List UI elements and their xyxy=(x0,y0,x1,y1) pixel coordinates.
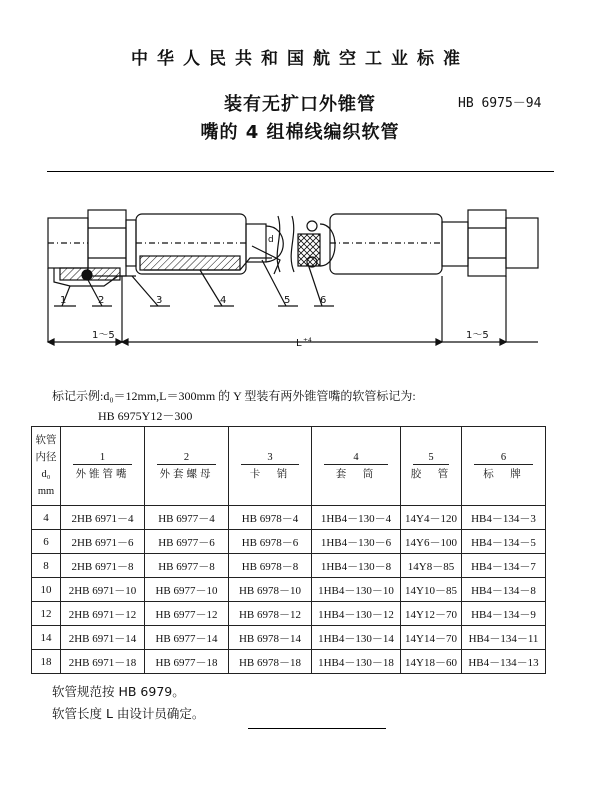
table-cell: 8 xyxy=(32,554,61,578)
table-cell: HB 6977－12 xyxy=(145,602,229,626)
table-cell: 14Y8－85 xyxy=(401,554,462,578)
callout-5: 5 xyxy=(284,295,291,306)
label-d: d xyxy=(268,235,274,245)
table-cell: 4 xyxy=(32,506,61,530)
table-row xyxy=(32,506,546,530)
table-cell: 14Y12－70 xyxy=(401,602,462,626)
table-cell: 2HB 6971－10 xyxy=(61,578,145,602)
callout-2: 2 xyxy=(98,295,105,306)
table-cell: 1HB4－130－18 xyxy=(312,650,401,674)
marking-example-code: HB 6975Y12－300 xyxy=(98,409,193,423)
table-cell: 6 xyxy=(32,530,61,554)
table-cell: 2HB 6971－4 xyxy=(61,506,145,530)
row-header-line: 软管 xyxy=(35,435,57,446)
table-cell: HB 6977－14 xyxy=(145,626,229,650)
column-number: 2 xyxy=(157,452,216,465)
table-cell: HB 6978－4 xyxy=(229,506,312,530)
end-divider xyxy=(248,728,386,729)
table-row xyxy=(32,602,546,626)
table-cell: 14Y4－120 xyxy=(401,506,462,530)
table-cell: 12 xyxy=(32,602,61,626)
callout-4: 4 xyxy=(220,295,227,306)
table-cell: HB4－134－13 xyxy=(462,650,546,674)
table-cell: 2HB 6971－14 xyxy=(61,626,145,650)
table-cell: 14Y10－85 xyxy=(401,578,462,602)
row-header-cell xyxy=(32,427,61,506)
column-header xyxy=(462,427,546,506)
table-cell: HB 6977－10 xyxy=(145,578,229,602)
doc-title-line2: 嘴的 4 组棉线编织软管 xyxy=(200,122,400,143)
row-header-line: d₀ xyxy=(41,469,51,480)
table-row xyxy=(32,578,546,602)
column-header xyxy=(401,427,462,506)
table-cell: 1HB4－130－8 xyxy=(312,554,401,578)
table-cell: HB 6977－6 xyxy=(145,530,229,554)
table-cell: 18 xyxy=(32,650,61,674)
table-row xyxy=(32,650,546,674)
table-cell: 2HB 6971－12 xyxy=(61,602,145,626)
column-header xyxy=(312,427,401,506)
column-number: 4 xyxy=(324,452,388,465)
column-label: 卡 销 xyxy=(249,468,291,480)
table-cell: 1HB4－130－14 xyxy=(312,626,401,650)
parts-table xyxy=(31,426,546,674)
table-cell: 14 xyxy=(32,626,61,650)
column-number: 3 xyxy=(241,452,299,465)
table-cell: 1HB4－130－4 xyxy=(312,506,401,530)
table-cell: HB4－134－9 xyxy=(462,602,546,626)
row-header-line: 内径 xyxy=(35,452,57,463)
table-row xyxy=(32,554,546,578)
column-number: 5 xyxy=(413,452,449,465)
table-cell: 1HB4－130－10 xyxy=(312,578,401,602)
table-cell: HB 6977－8 xyxy=(145,554,229,578)
column-label: 外套螺母 xyxy=(159,468,214,480)
callout-1: 1 xyxy=(60,295,67,306)
table-cell: 2HB 6971－6 xyxy=(61,530,145,554)
table-cell: HB 6977－4 xyxy=(145,506,229,530)
table-row xyxy=(32,530,546,554)
dim-length-tol: ±4 xyxy=(303,337,312,344)
hose-assembly-drawing xyxy=(40,196,560,356)
callout-6: 6 xyxy=(320,295,327,306)
table-cell: HB 6978－12 xyxy=(229,602,312,626)
column-label: 套 筒 xyxy=(335,468,377,480)
table-cell: HB4－134－11 xyxy=(462,626,546,650)
dim-length: L xyxy=(296,338,302,349)
column-label: 标 牌 xyxy=(483,468,524,480)
table-cell: 14Y18－60 xyxy=(401,650,462,674)
table-cell: 14Y6－100 xyxy=(401,530,462,554)
table-header-row xyxy=(32,427,546,506)
table-cell: 14Y14－70 xyxy=(401,626,462,650)
table-cell: HB 6978－18 xyxy=(229,650,312,674)
table-cell: HB4－134－3 xyxy=(462,506,546,530)
table-row xyxy=(32,626,546,650)
table-cell: HB4－134－5 xyxy=(462,530,546,554)
standard-code: HB 6975－94 xyxy=(458,96,542,111)
table-cell: 10 xyxy=(32,578,61,602)
table-cell: 2HB 6971－18 xyxy=(61,650,145,674)
table-cell: HB4－134－8 xyxy=(462,578,546,602)
dim-left: 1～5 xyxy=(92,330,115,341)
table-cell: HB 6978－6 xyxy=(229,530,312,554)
table-cell: HB4－134－7 xyxy=(462,554,546,578)
column-number: 6 xyxy=(474,452,533,465)
table-cell: HB 6978－8 xyxy=(229,554,312,578)
table-cell: HB 6977－18 xyxy=(145,650,229,674)
table-cell: 1HB4－130－6 xyxy=(312,530,401,554)
marking-example-text: 标记示例:d₀＝12mm,L＝300mm 的 Y 型装有两外锥管嘴的软管标记为: xyxy=(52,389,416,403)
table-cell: HB 6978－10 xyxy=(229,578,312,602)
note-hose-spec: 软管规范按 HB 6979。 xyxy=(52,684,185,699)
column-number: 1 xyxy=(73,452,132,465)
column-header xyxy=(145,427,229,506)
dim-right: 1～5 xyxy=(466,330,489,341)
table-cell: 1HB4－130－12 xyxy=(312,602,401,626)
column-header xyxy=(61,427,145,506)
header-divider xyxy=(47,171,554,172)
note-hose-length: 软管长度 L 由设计员确定。 xyxy=(52,706,205,721)
column-header xyxy=(229,427,312,506)
row-header-line: mm xyxy=(37,486,55,497)
doc-title-line1: 装有无扩口外锥管 xyxy=(224,94,376,115)
table-cell: HB 6978－14 xyxy=(229,626,312,650)
column-label: 外锥管嘴 xyxy=(75,468,130,480)
callout-3: 3 xyxy=(156,295,163,306)
standard-header: 中华人民共和国航空工业标准 xyxy=(131,49,469,69)
table-cell: 2HB 6971－8 xyxy=(61,554,145,578)
column-label: 胶 管 xyxy=(410,468,452,480)
